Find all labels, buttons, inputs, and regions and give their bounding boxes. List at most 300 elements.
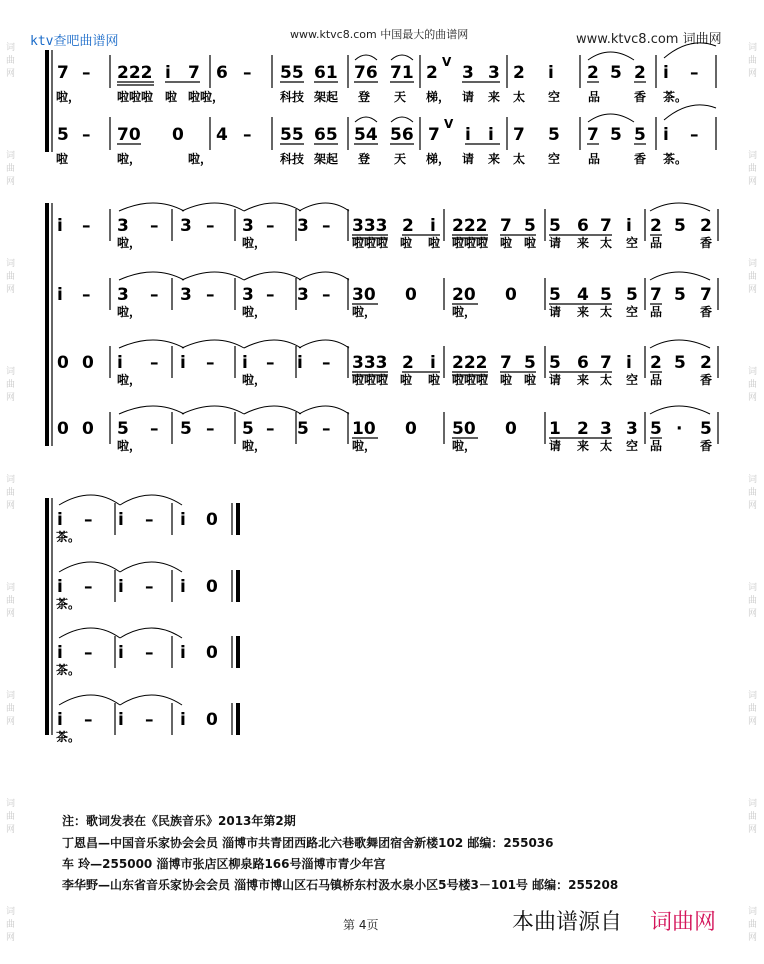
- note: 5: [549, 353, 561, 373]
- note: 50: [452, 419, 476, 439]
- note: 7: [500, 353, 512, 373]
- system-2-staff-voice1: [57, 203, 718, 250]
- watermark-char: 曲: [6, 272, 16, 282]
- note: 70: [117, 125, 141, 145]
- lyric: 啦: [500, 236, 513, 250]
- note: 0: [505, 419, 517, 439]
- lyric: 品: [650, 305, 663, 319]
- note: 6: [216, 63, 228, 83]
- watermark-char: 词: [6, 691, 16, 701]
- lyric: 啦啦啦: [352, 373, 389, 387]
- lyric: 请: [549, 236, 562, 250]
- lyric: 空: [626, 373, 639, 387]
- watermark-char: 词: [6, 43, 16, 53]
- system-2-staff-voice3: [57, 340, 718, 387]
- lyric: 啦: [165, 90, 178, 104]
- note: 5: [524, 216, 536, 236]
- lyric: 请: [462, 90, 475, 104]
- watermark-char: 网: [748, 825, 758, 835]
- note: 5: [600, 285, 612, 305]
- note: 5: [57, 125, 69, 145]
- note: 0: [505, 285, 517, 305]
- watermark-char: 网: [748, 285, 758, 295]
- note: 0: [57, 353, 69, 373]
- note: i: [548, 63, 554, 83]
- system-3-staff-1: [56, 495, 238, 544]
- system-2-staff-voice4: [57, 406, 718, 453]
- note: i: [180, 710, 186, 730]
- note: 3: [117, 285, 129, 305]
- lyric: 天: [394, 90, 407, 104]
- note: i: [57, 285, 63, 305]
- note: 5: [610, 63, 622, 83]
- watermark-char: 词: [748, 475, 758, 485]
- lyric: 啦，: [452, 305, 477, 319]
- note: 222: [452, 216, 488, 236]
- note: 5: [634, 125, 646, 145]
- note: i: [242, 353, 248, 373]
- watermark-char: 词: [748, 907, 758, 917]
- note: –: [82, 285, 91, 305]
- system-3-staff-3: [56, 628, 238, 677]
- note: 2: [577, 419, 589, 439]
- note: i: [118, 643, 124, 663]
- note: i: [57, 643, 63, 663]
- note: 0: [82, 419, 94, 439]
- note: 3: [297, 216, 309, 236]
- note: 2: [650, 353, 662, 373]
- note: –: [322, 285, 331, 305]
- note-author-1: 丁恩昌—中国音乐家协会会员 淄博市共青团西路北六巷歌舞团宿舍新楼102 邮编：255036: [62, 836, 554, 850]
- note: 6: [577, 216, 589, 236]
- source-label: 本曲谱源自: [512, 910, 623, 935]
- note: 4: [216, 125, 228, 145]
- note: i: [430, 353, 436, 373]
- note: 6: [577, 353, 589, 373]
- note: 7: [428, 125, 440, 145]
- note-source: 注：歌词发表在《民族音乐》2013年第2期: [62, 814, 296, 828]
- lyric: 啦，: [242, 236, 267, 250]
- lyric: 来: [488, 90, 501, 104]
- watermark-char: 曲: [6, 56, 16, 66]
- watermark-char: 网: [6, 177, 16, 187]
- system-1: [47, 43, 716, 166]
- note: i: [430, 216, 436, 236]
- note: i: [57, 577, 63, 597]
- note: –: [690, 125, 699, 145]
- note: –: [243, 125, 252, 145]
- lyric: 来: [577, 439, 590, 453]
- watermark-char: 曲: [748, 380, 758, 390]
- watermark-char: 曲: [748, 596, 758, 606]
- lyric: 啦，: [117, 152, 142, 166]
- note: 3: [488, 63, 500, 83]
- note: 5: [117, 419, 129, 439]
- note: 2: [402, 216, 414, 236]
- note: 3: [242, 216, 254, 236]
- watermark-char: 网: [748, 717, 758, 727]
- watermark-char: 网: [6, 933, 16, 943]
- lyric: 啦啦啦: [352, 236, 389, 250]
- note: i: [180, 353, 186, 373]
- lyric: 啦，: [242, 439, 267, 453]
- note: 5: [650, 419, 662, 439]
- lyric: 香: [700, 305, 713, 319]
- note: 7: [600, 216, 612, 236]
- lyric: 茶。: [56, 730, 81, 744]
- note: –: [150, 419, 159, 439]
- lyric: 香: [634, 90, 647, 104]
- note: i: [180, 643, 186, 663]
- lyric: 啦: [500, 373, 513, 387]
- watermark-char: 网: [748, 609, 758, 619]
- watermark-char: 曲: [6, 704, 16, 714]
- watermark-char: 词: [6, 907, 16, 917]
- note: 55: [280, 125, 304, 145]
- watermark-char: 曲: [748, 488, 758, 498]
- lyric: 香: [634, 152, 647, 166]
- lyric: 啦: [428, 373, 441, 387]
- system-3: [47, 495, 238, 744]
- lyric: 架起: [314, 90, 339, 104]
- note: i: [165, 63, 171, 83]
- note: i: [180, 577, 186, 597]
- system-2: [47, 203, 718, 453]
- note: 7: [188, 63, 200, 83]
- system-3-staff-4: [56, 695, 238, 744]
- watermark-char: 词: [6, 367, 16, 377]
- lyric: 啦，: [352, 439, 377, 453]
- note: 2: [426, 63, 438, 83]
- note: –: [145, 643, 154, 663]
- note: –: [322, 419, 331, 439]
- lyric: 品: [650, 373, 663, 387]
- lyric: 香: [700, 373, 713, 387]
- note: 7: [600, 353, 612, 373]
- watermark-char: 曲: [748, 812, 758, 822]
- watermark-char: 网: [6, 285, 16, 295]
- watermark-char: 词: [6, 259, 16, 269]
- note: 3: [462, 63, 474, 83]
- note: 333: [352, 353, 388, 373]
- note: 5: [548, 125, 560, 145]
- note: 30: [352, 285, 376, 305]
- note: i: [663, 63, 669, 83]
- lyric: 登: [358, 90, 371, 104]
- note: 10: [352, 419, 376, 439]
- watermark-char: 曲: [6, 812, 16, 822]
- svg-text:V: V: [442, 55, 452, 69]
- lyric: 空: [626, 305, 639, 319]
- note: i: [488, 125, 494, 145]
- note: 7: [513, 125, 525, 145]
- note: i: [180, 510, 186, 530]
- lyric: 科技: [280, 152, 305, 166]
- watermark-char: 词: [6, 583, 16, 593]
- lyric: 啦啦啦: [117, 90, 154, 104]
- lyric: 空: [626, 439, 639, 453]
- lyric: 登: [358, 152, 371, 166]
- note: 222: [452, 353, 488, 373]
- system-1-staff-alto: [56, 105, 716, 166]
- lyric: 空: [626, 236, 639, 250]
- watermark-char: 词: [748, 151, 758, 161]
- site-link-right[interactable]: www.ktvc8.com 词曲网: [576, 32, 722, 47]
- lyric: 啦，: [352, 305, 377, 319]
- lyric: 太: [600, 439, 613, 453]
- note: 0: [82, 353, 94, 373]
- note: –: [266, 353, 275, 373]
- note: –: [243, 63, 252, 83]
- note: 2: [513, 63, 525, 83]
- watermark-char: 网: [748, 69, 758, 79]
- note: 2: [700, 216, 712, 236]
- note: 7: [587, 125, 599, 145]
- lyric: 空: [548, 90, 561, 104]
- lyric: 请: [549, 305, 562, 319]
- note: 3: [180, 285, 192, 305]
- note: –: [266, 419, 275, 439]
- note: i: [465, 125, 471, 145]
- watermark-char: 曲: [6, 596, 16, 606]
- watermark-char: 网: [748, 933, 758, 943]
- note: 2: [700, 353, 712, 373]
- note: i: [663, 125, 669, 145]
- note: 3: [297, 285, 309, 305]
- note: 5: [524, 353, 536, 373]
- note: 71: [390, 63, 414, 83]
- note: 5: [180, 419, 192, 439]
- lyric: 香: [700, 439, 713, 453]
- note: 5: [674, 216, 686, 236]
- lyric: 请: [549, 373, 562, 387]
- note: 5: [700, 419, 712, 439]
- note: 0: [172, 125, 184, 145]
- lyric: 梯，: [426, 90, 451, 104]
- lyric: 请: [462, 152, 475, 166]
- note-author-2: 车 玲—255000 淄博市张店区柳泉路166号淄博市青少年宫: [62, 857, 386, 871]
- lyric: 茶。: [663, 152, 688, 166]
- watermark-char: 网: [6, 501, 16, 511]
- watermark-char: 网: [748, 501, 758, 511]
- watermark-char: 曲: [6, 488, 16, 498]
- note: 5: [674, 285, 686, 305]
- note: 56: [390, 125, 414, 145]
- watermark-char: 网: [748, 393, 758, 403]
- note: 5: [626, 285, 638, 305]
- note: 0: [206, 643, 218, 663]
- lyric: 科技: [280, 90, 305, 104]
- note: ·: [676, 419, 683, 439]
- lyric: 啦: [400, 373, 413, 387]
- note: 3: [626, 419, 638, 439]
- lyric: 天: [394, 152, 407, 166]
- watermark-char: 词: [748, 583, 758, 593]
- lyric: 啦啦啦: [452, 236, 489, 250]
- lyric: 架起: [314, 152, 339, 166]
- note: 0: [57, 419, 69, 439]
- lyric: 香: [700, 236, 713, 250]
- note: 0: [206, 577, 218, 597]
- note: –: [82, 125, 91, 145]
- lyric: 啦，: [117, 305, 142, 319]
- note: –: [690, 63, 699, 83]
- note: 61: [314, 63, 338, 83]
- watermark-char: 曲: [748, 920, 758, 930]
- lyric: 梯，: [426, 152, 451, 166]
- site-link-left[interactable]: ktv查吧曲谱网: [30, 34, 119, 49]
- lyric: 啦: [56, 152, 69, 166]
- note: 4: [577, 285, 589, 305]
- note: 20: [452, 285, 476, 305]
- note: 5: [549, 216, 561, 236]
- note: –: [150, 353, 159, 373]
- lyric: 太: [513, 152, 526, 166]
- note: 5: [610, 125, 622, 145]
- note: 5: [549, 285, 561, 305]
- note: i: [118, 577, 124, 597]
- lyric: 啦: [400, 236, 413, 250]
- watermark-char: 词: [6, 151, 16, 161]
- lyric: 来: [488, 152, 501, 166]
- lyric: 啦，: [188, 152, 213, 166]
- lyric: 啦: [428, 236, 441, 250]
- note: i: [57, 216, 63, 236]
- note: 76: [354, 63, 378, 83]
- watermark-char: 词: [6, 475, 16, 485]
- note: i: [297, 353, 303, 373]
- note: i: [117, 353, 123, 373]
- note: 5: [242, 419, 254, 439]
- note: –: [82, 216, 91, 236]
- lyric: 啦，: [242, 305, 267, 319]
- note: –: [266, 285, 275, 305]
- note: i: [118, 710, 124, 730]
- watermark-char: 曲: [748, 164, 758, 174]
- note: 3: [180, 216, 192, 236]
- system-2-staff-voice2: [57, 272, 718, 319]
- note: –: [150, 285, 159, 305]
- note: –: [206, 419, 215, 439]
- lyric: 太: [600, 373, 613, 387]
- watermark-char: 词: [748, 691, 758, 701]
- lyric: 品: [588, 152, 601, 166]
- note: 3: [117, 216, 129, 236]
- note: i: [626, 353, 632, 373]
- watermark-char: 网: [6, 825, 16, 835]
- note: 0: [206, 510, 218, 530]
- note: i: [118, 510, 124, 530]
- lyric: 啦啦啦: [452, 373, 489, 387]
- watermark-char: 网: [6, 717, 16, 727]
- note: –: [84, 643, 93, 663]
- page-number: 第 4页: [343, 918, 379, 932]
- lyric: 茶。: [56, 663, 81, 677]
- watermark-char: 词: [748, 43, 758, 53]
- lyric: 茶。: [56, 530, 81, 544]
- watermark-char: 网: [748, 177, 758, 187]
- note: –: [206, 353, 215, 373]
- lyric: 品: [650, 439, 663, 453]
- note-author-3: 李华野—山东省音乐家协会会员 淄博市博山区石马镇桥东村汲水泉小区5号楼3－101号 邮编：255208: [62, 878, 619, 892]
- note: –: [145, 577, 154, 597]
- note: 7: [57, 63, 69, 83]
- note: 7: [650, 285, 662, 305]
- watermark-char: 词: [748, 799, 758, 809]
- watermark-char: 曲: [6, 380, 16, 390]
- note: 2: [650, 216, 662, 236]
- note: 0: [405, 285, 417, 305]
- lyric: 啦: [524, 373, 537, 387]
- lyric: 来: [577, 305, 590, 319]
- source-brand[interactable]: 词曲网: [650, 910, 717, 935]
- lyric: 茶。: [56, 597, 81, 611]
- lyric: 啦，: [242, 373, 267, 387]
- lyric: 啦: [524, 236, 537, 250]
- note: –: [84, 510, 93, 530]
- note: 5: [297, 419, 309, 439]
- lyric: 太: [513, 90, 526, 104]
- note: –: [266, 216, 275, 236]
- note: 65: [314, 125, 338, 145]
- note: 5: [674, 353, 686, 373]
- watermark-char: 词: [748, 259, 758, 269]
- lyric: 来: [577, 236, 590, 250]
- note: 222: [117, 63, 153, 83]
- watermark-char: 词: [6, 799, 16, 809]
- note: –: [206, 285, 215, 305]
- note: –: [145, 710, 154, 730]
- note: –: [84, 577, 93, 597]
- note: 54: [354, 125, 378, 145]
- note: 3: [242, 285, 254, 305]
- note: 2: [402, 353, 414, 373]
- lyric: 太: [600, 305, 613, 319]
- note: 2: [634, 63, 646, 83]
- note: 7: [700, 285, 712, 305]
- lyric: 啦，: [117, 236, 142, 250]
- lyric: 茶。: [663, 90, 688, 104]
- note: –: [322, 216, 331, 236]
- watermark-char: 网: [6, 69, 16, 79]
- system-3-staff-2: [56, 562, 238, 611]
- note: 55: [280, 63, 304, 83]
- note: –: [84, 710, 93, 730]
- note: 0: [405, 419, 417, 439]
- lyric: 品: [650, 236, 663, 250]
- watermark-char: 曲: [748, 56, 758, 66]
- lyric: 品: [588, 90, 601, 104]
- note: 3: [600, 419, 612, 439]
- note: i: [57, 710, 63, 730]
- note: 7: [500, 216, 512, 236]
- svg-text:V: V: [444, 117, 454, 131]
- watermark-char: 曲: [6, 164, 16, 174]
- lyric: 请: [549, 439, 562, 453]
- site-link-center[interactable]: www.ktvc8.com 中国最大的曲谱网: [290, 28, 469, 41]
- note: 333: [352, 216, 388, 236]
- watermark-char: 曲: [748, 704, 758, 714]
- system-1-staff-soprano: [56, 43, 716, 104]
- note: i: [626, 216, 632, 236]
- note: i: [57, 510, 63, 530]
- lyric: 太: [600, 236, 613, 250]
- watermark-char: 曲: [748, 272, 758, 282]
- note: –: [206, 216, 215, 236]
- lyric: 啦，: [117, 439, 142, 453]
- lyric: 啦啦，: [188, 90, 225, 104]
- watermark-char: 网: [6, 609, 16, 619]
